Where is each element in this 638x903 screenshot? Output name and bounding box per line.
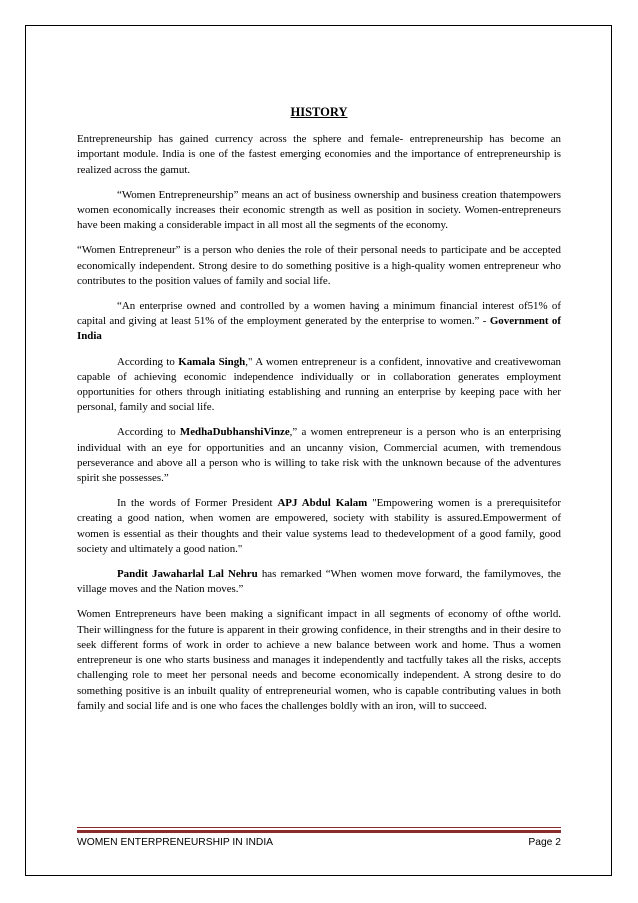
paragraph-8 <box>77 567 561 597</box>
paragraph-4-text: “An enterprise owned and controlled by a women having a minimum financial interest of51% of capital and giving at least 51% of the employment generated by the enterprise to women.” - <box>77 300 561 328</box>
paragraph-7-post: "Empowering women is a prerequisitefor creating a good nation, when women are empowered, society with stability is assured.Empowerment of women is essential as their thoughts and their value systems lead to thedevelopment of a good family, good society and ultimately a good nation." <box>77 497 562 555</box>
paragraph-4-source: Government of India <box>77 315 561 343</box>
paragraph-5-post: ," A women entrepreneur is a confident, innovative and creativewoman capable of achieving economic independence individually or in collaboration generates employment opportunities for others through initiating establishing and running an enterprise by keeping pace with her personal, family and social life. <box>77 355 561 414</box>
page-footer <box>77 830 561 848</box>
paragraph-6-post: ,” a women entrepreneur is a person who is an enterprising individual with an eye for opportunities and an uncanny vision, Commercial acumen, with tremendous perseverance and above all a person who is willing to take risk with the unknown because of the adventures spirit she possesses.” <box>77 426 561 485</box>
paragraph-8-name: Pandit Jawaharlal Lal Nehru <box>117 568 258 581</box>
paragraph-5 <box>77 355 561 416</box>
paragraph-5-pre: According to <box>117 355 179 368</box>
paragraph-7-name: APJ Abdul Kalam <box>277 497 368 510</box>
paragraph-1: Entrepreneurship has gained currency across the sphere and female- entrepreneurship has become an important module. India is one of the fastest emerging economies and the importance of entrepreneurship is realized across the gamut. <box>77 133 561 176</box>
paragraph-7 <box>77 496 561 557</box>
document-body <box>77 105 561 724</box>
paragraph-3: “Women Entrepreneur” is a person who denies the role of their personal needs to participate and be accepted economically independent. Strong desire to do something positive is a high-quality women entrepreneur who contributes to the position values of family and social life. <box>77 244 561 287</box>
paragraph-6-pre: According to <box>117 426 180 439</box>
footer-title: WOMEN ENTERPRENEURSHIP IN INDIA <box>77 837 274 848</box>
paragraph-2: “Women Entrepreneurship” means an act of business ownership and business creation thatempowers women economically increases their economic strength as well as position in society. Women-entrepreneurs have been making a considerable impact in all most all the segments of the economy. <box>77 188 561 232</box>
paragraph-6-name: MedhaDubhanshiVinze <box>179 426 290 439</box>
paragraph-7-pre: In the words of Former President <box>117 497 278 510</box>
paragraph-6 <box>77 425 561 486</box>
paragraph-5-name: Kamala Singh <box>178 355 246 368</box>
page-title: HISTORY <box>290 105 348 119</box>
paragraph-4 <box>77 299 561 345</box>
paragraph-8-post: has remarked “When women move forward, the familymoves, the village moves and the Nation moves.” <box>77 568 561 596</box>
paragraph-9: Women Entrepreneurs have been making a significant impact in all segments of economy of ofthe world. Their willingness for the future is apparent in their growing confidence, in their strengths and in their desire to seek different forms of work in order to achieve a new balance between work and home. Thus a women entrepreneur is one who starts business and manages it independently and tactfully takes all the risks, accepts challenging role to meet her personal needs and become economically independent. A strong desire to do something positive is an inbuilt quality of entrepreneurial women, who is capable contributing values in both family and social life and is one who faces the challenges boldly with an iron, will to succeed. <box>77 608 561 712</box>
page-number: Page 2 <box>528 837 561 848</box>
